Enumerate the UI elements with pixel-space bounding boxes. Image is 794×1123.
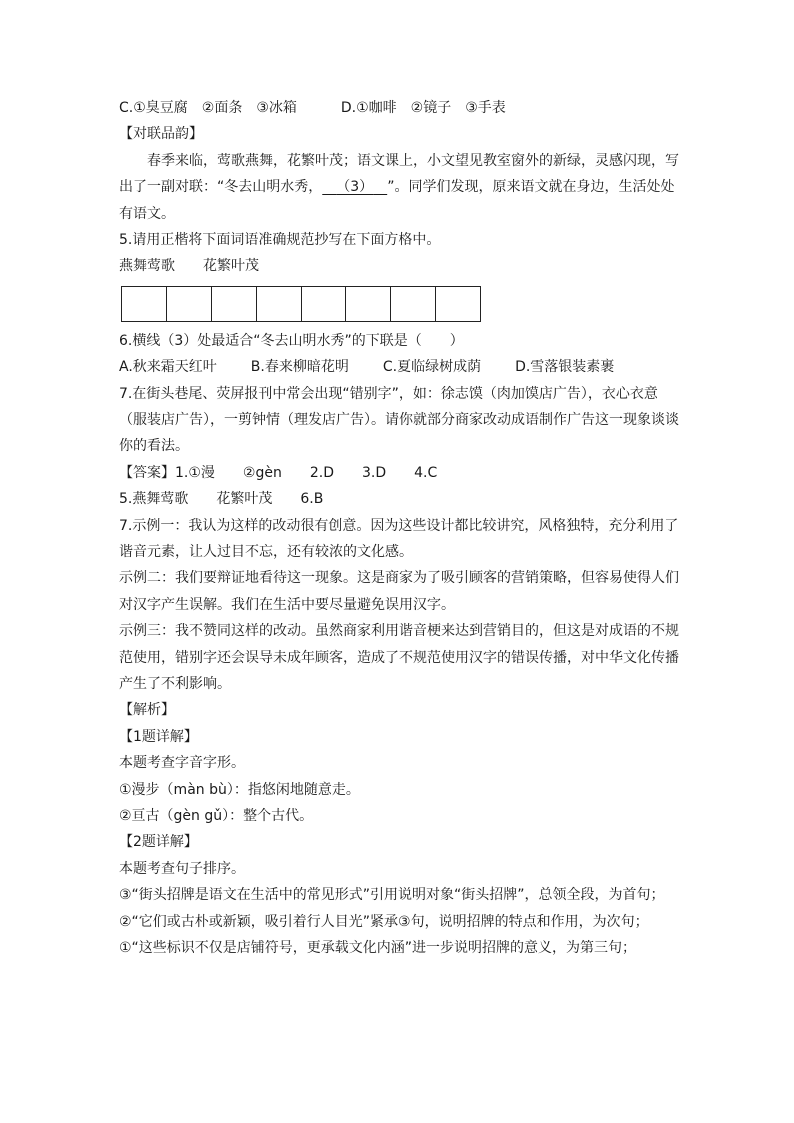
q6-option-d: D.雪落银装素裹 (515, 359, 615, 376)
q1-detail-header: 【1题详解】 (119, 728, 198, 745)
q6-option-c: C.夏临绿树成荫 (382, 359, 482, 376)
analysis-label: 【解析】 (119, 702, 175, 719)
document-body (119, 95, 679, 961)
q1-detail-item-2: ②亘古（gèn gǔ）：整个古代。 (119, 807, 314, 824)
q5-prompt: 5.请用正楷将下面词语准确规范抄写在下面方格中。 (119, 232, 441, 248)
answer-7-example-3: 示例三：我不赞同这样的改动。虽然商家利用谐音梗来达到营销目的，但这是对成语的不规范使用，错别字还会误导未成年顾客，造成了不规范使用汉字的错误传播，对中华文化传播产生了不利影响。 (119, 623, 679, 692)
writing-grid-cell[interactable] (167, 287, 212, 321)
q5-words (119, 253, 679, 279)
answer-6: 6.B (300, 491, 324, 508)
answer-label: 【答案】 (119, 464, 175, 481)
q6-option-b: B.春来柳暗花明 (250, 359, 349, 376)
q2-detail-item-3: ①“这些标识不仅是店铺符号，更承载文化内涵”进一步说明招牌的意义，为第三句； (119, 939, 637, 956)
answer-5b: 花繁叶茂 (216, 491, 273, 508)
q4-options-cd (119, 95, 679, 121)
answer-2: 2.D (309, 464, 334, 481)
section-header-couplet: 【对联品韵】 (119, 126, 203, 143)
q2-detail-intro: 本题考查句子排序。 (119, 860, 245, 877)
q1-detail-intro: 本题考查字音字形。 (119, 755, 245, 772)
answer-line-2 (119, 486, 679, 512)
couplet-blank-3 (322, 179, 387, 195)
q4-option-c: C.①臭豆腐 ②面条 ③冰箱 (119, 100, 297, 116)
couplet-text-part2: ”。同学们发现，原来语文就在身边，生活处处有语文。 (119, 179, 675, 222)
writing-grid-cell[interactable] (212, 287, 257, 321)
answer-7-example-2: 示例二：我们要辩证地看待这一现象。这是商家为了吸引顾客的营销策略，但容易使得人们对汉字产生误解。我们在生活中要尽量避免误用汉字。 (119, 570, 679, 613)
writing-grid-cell[interactable] (302, 287, 347, 321)
writing-grid-cell[interactable] (436, 287, 480, 321)
q2-detail-item-2: ②“它们或古朴或新颖，吸引着行人目光”紧承③句，说明招牌的特点和作用，为次句； (119, 913, 649, 930)
answer-line-1 (119, 460, 679, 486)
q2-detail-item-1: ③“街头招牌是语文在生活中的常见形式”引用说明对象“街头招牌”，总领全段，为首句； (119, 887, 665, 904)
answer-4: 4.C (414, 464, 438, 481)
q6-options (119, 354, 679, 380)
writing-grid-cell[interactable] (257, 287, 302, 321)
writing-grid-cell[interactable] (391, 287, 436, 321)
writing-grid-cell[interactable] (346, 287, 391, 321)
answer-3: 3.D (362, 464, 387, 481)
q6-prompt: 6.横线（3）处最适合“冬去山明水秀”的下联是（ ） (119, 332, 464, 349)
q7-prompt: 7.在街头巷尾、荧屏报刊中常会出现“错别字”，如：徐志馍（肉加馍店广告），衣心衣意（服装店广告），一剪钟情（理发店广告）。请你就部分商家改动成语制作广告这一现象谈谈你的看法。 (119, 385, 679, 455)
q6-option-a: A.秋来霜天红叶 (119, 359, 217, 376)
writing-grid (121, 286, 481, 322)
couplet-blank-label: （3） (336, 179, 374, 196)
writing-grid-cell[interactable] (122, 287, 167, 321)
q5-word-1: 燕舞莺歌 (119, 258, 175, 275)
q5-word-2: 花繁叶茂 (203, 258, 259, 275)
answer-1b: ②gèn (242, 464, 282, 481)
q4-option-d: D.①咖啡 ②镜子 ③手表 (340, 100, 506, 116)
q1-detail-item-1: ①漫步（màn bù）：指悠闲地随意走。 (119, 781, 360, 798)
couplet-text-part1: 春季来临，莺歌燕舞，花繁叶茂；语文课上，小文望见教室窗外的新绿，灵感闪现，写出了一副对联：“冬去山明水秀， (119, 152, 679, 196)
answer-5a: 5.燕舞莺歌 (119, 491, 189, 508)
answer-1a: 1.①漫 (175, 464, 215, 481)
q2-detail-header: 【2题详解】 (119, 834, 198, 851)
answer-7-example-1: 7.示例一：我认为这样的改动很有创意。因为这些设计都比较讲究，风格独特，充分利用了谐音元素，让人过目不忘，还有较浓的文化感。 (119, 517, 679, 560)
couplet-paragraph (119, 148, 679, 227)
